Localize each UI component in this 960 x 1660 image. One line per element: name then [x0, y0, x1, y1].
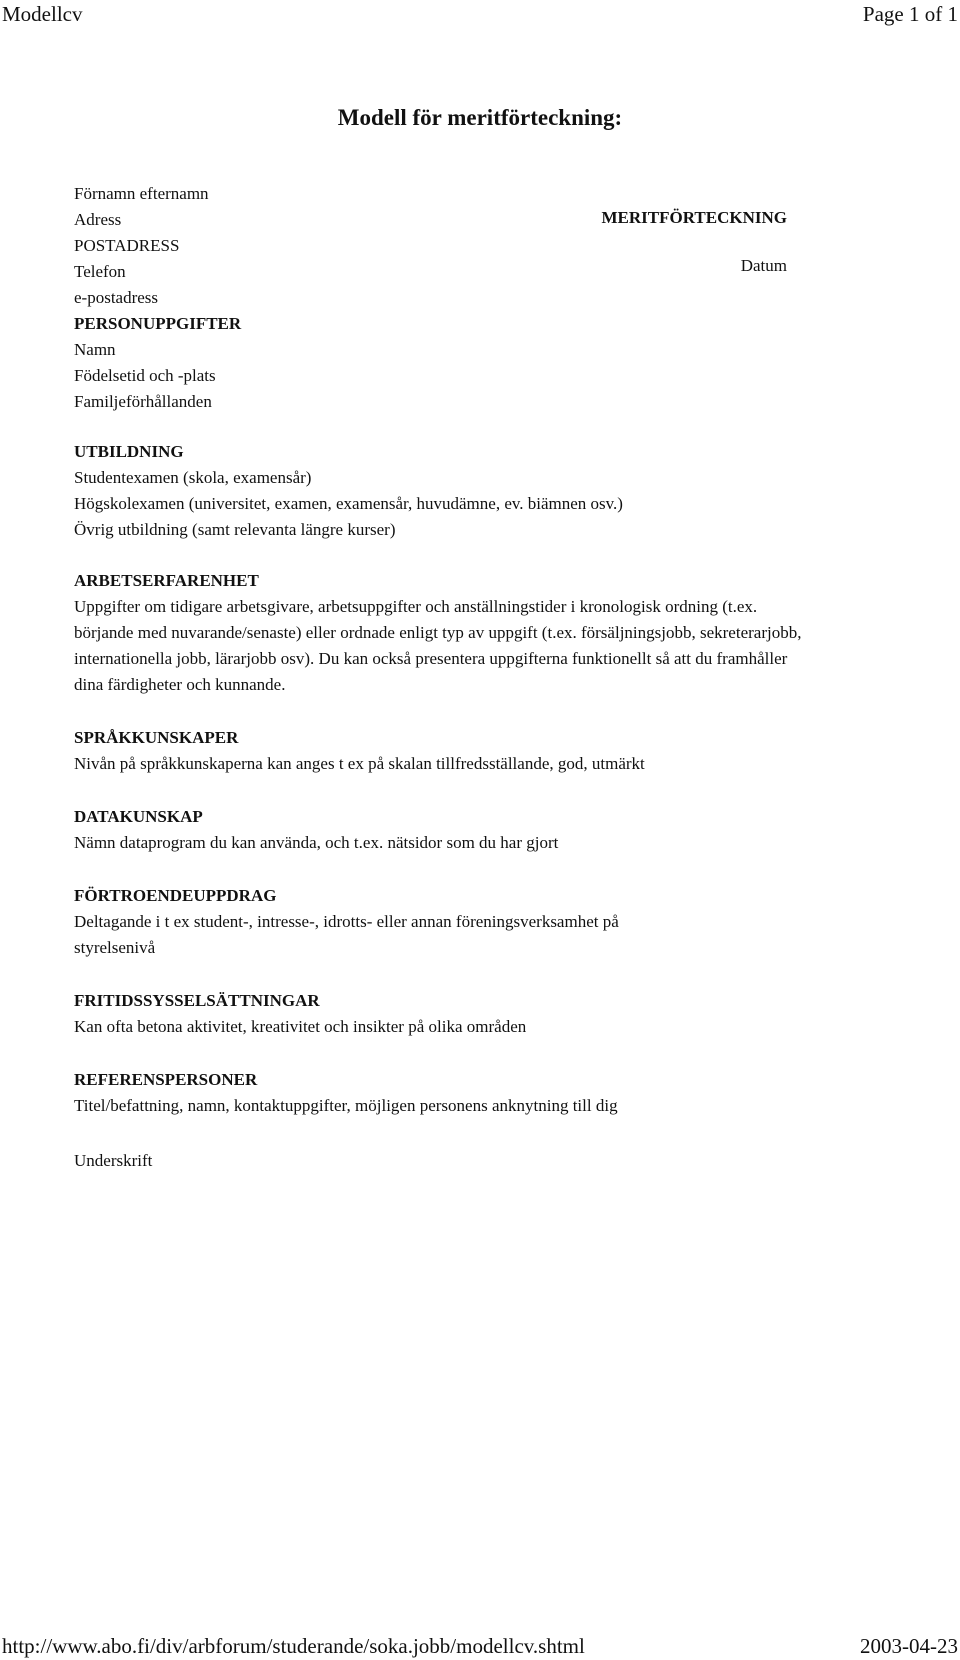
contact-block: [74, 181, 804, 311]
section-line: Högskolexamen (universitet, examen, examensår, huvudämne, ev. biämnen osv.): [74, 494, 623, 513]
section-paragraph: Uppgifter om tidigare arbetsgivare, arbetsuppgifter och anställningstider i kronologisk ordning (t.ex. börjande med nuvarande/senaste) eller ordnade enligt typ av uppgift (t.ex. försäljningsjobb, sekreterarjobb, internationella jobb, lärarjobb osv). Du kan också presentera uppgifterna funktionellt så att du framhåller dina färdigheter och kunnande.: [74, 597, 802, 694]
document-title: Modell för meritförteckning:: [337, 105, 623, 130]
contact-address: Adress: [74, 210, 122, 229]
section-heading: DATAKUNSKAP: [74, 807, 203, 826]
section-paragraph: Deltagande i t ex student-, intresse-, idrotts- eller annan föreningsverksamhet på styrelsenivå: [74, 912, 619, 957]
cv-heading: MERITFÖRTECKNING: [601, 208, 787, 227]
section-personal-info: [74, 311, 804, 415]
print-footer: [0, 1632, 960, 1660]
section-line: Familjeförhållanden: [74, 392, 212, 411]
section-line: Studentexamen (skola, examensår): [74, 468, 312, 487]
contact-name: Förnamn efternamn: [74, 184, 209, 203]
print-header: [0, 0, 960, 28]
section-paragraph: Titel/befattning, namn, kontaktuppgifter, möjligen personens anknytning till dig: [74, 1096, 618, 1115]
section-heading: SPRÅKKUNSKAPER: [74, 728, 239, 747]
section-line: Födelsetid och -plats: [74, 366, 216, 385]
section-positions-of-trust: [74, 883, 804, 961]
section-paragraph: Nämn dataprogram du kan använda, och t.ex. nätsidor som du har gjort: [74, 833, 559, 852]
cv-content: [74, 181, 804, 1174]
section-computer-skills: [74, 804, 804, 856]
contact-phone: Telefon: [74, 262, 126, 281]
section-heading: PERSONUPPGIFTER: [74, 314, 242, 333]
print-footer-date: 2003-04-23: [860, 1634, 958, 1658]
section-heading: ARBETSERFARENHET: [74, 571, 259, 590]
section-paragraph: Nivån på språkkunskaperna kan anges t ex på skalan tillfredsställande, god, utmärkt: [74, 754, 645, 773]
section-education: [74, 439, 804, 543]
section-line: Namn: [74, 340, 116, 359]
section-line: Övrig utbildning (samt relevanta längre kurser): [74, 520, 396, 539]
section-heading: UTBILDNING: [74, 442, 184, 461]
print-footer-url: http://www.abo.fi/div/arbforum/studerande/soka.jobb/modellcv.shtml: [2, 1634, 585, 1658]
section-heading: FÖRTROENDEUPPDRAG: [74, 886, 277, 905]
print-header-page-number: Page 1 of 1: [862, 2, 958, 26]
section-paragraph: Kan ofta betona aktivitet, kreativitet och insikter på olika områden: [74, 1017, 527, 1036]
date-label: Datum: [740, 256, 787, 275]
section-references: [74, 1067, 804, 1119]
section-leisure-activities: [74, 988, 804, 1040]
section-language-skills: [74, 725, 804, 777]
contact-email: e-postadress: [74, 288, 159, 307]
section-heading: REFERENSPERSONER: [74, 1070, 258, 1089]
section-work-experience: [74, 568, 804, 698]
signature-label: Underskrift: [74, 1151, 153, 1170]
contact-postal-address: POSTADRESS: [74, 236, 180, 255]
print-header-page-title: Modellcv: [2, 2, 83, 26]
section-heading: FRITIDSSYSSELSÄTTNINGAR: [74, 991, 320, 1010]
